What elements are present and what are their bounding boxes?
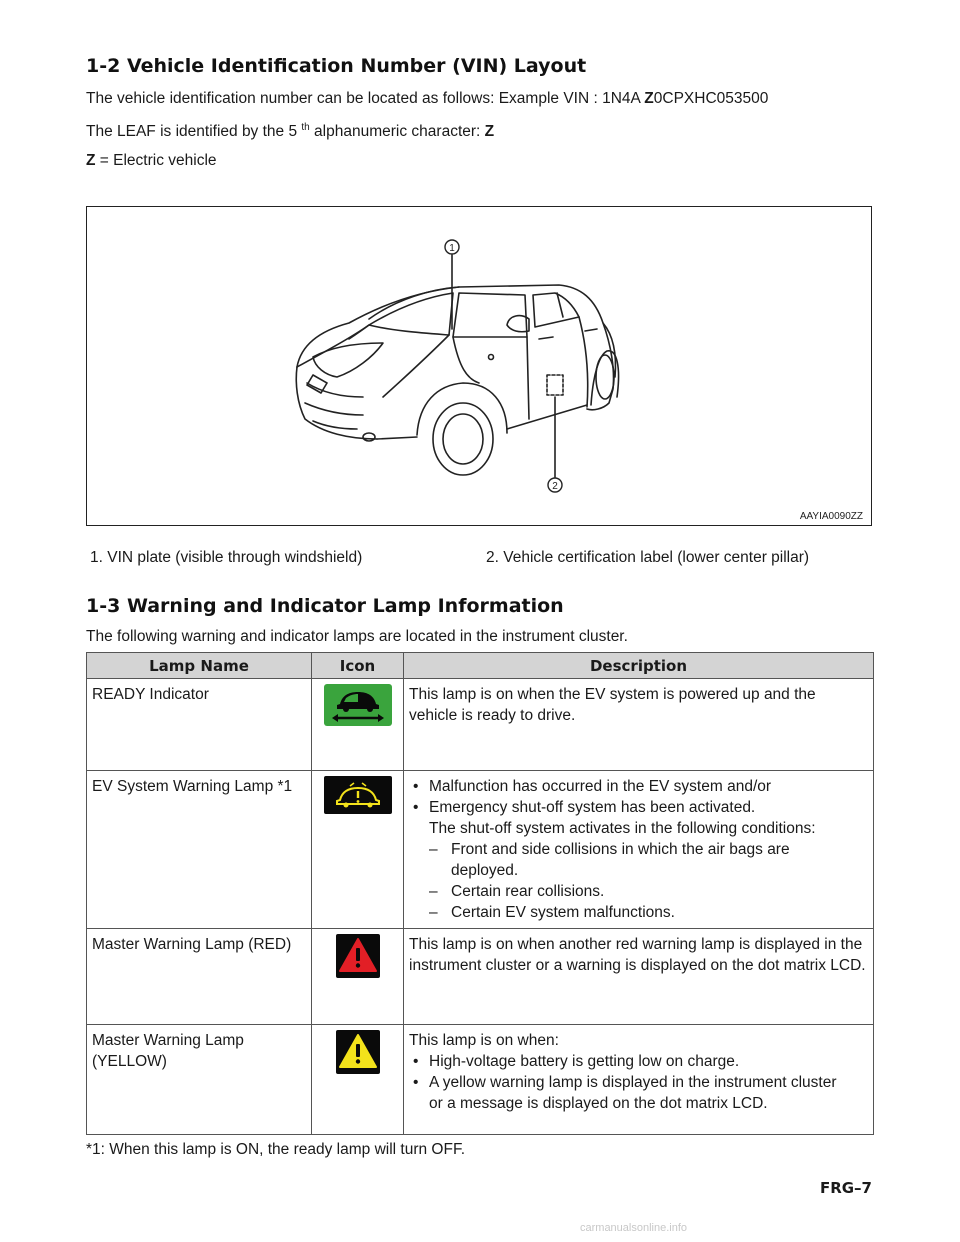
lamp-name: EV System Warning Lamp *1 <box>87 771 312 929</box>
section-title-warning-lamps: 1-3 Warning and Indicator Lamp Information <box>86 595 564 617</box>
car-line-drawing <box>87 207 873 527</box>
caption-certification-label: 2. Vehicle certification label (lower center pillar) <box>486 549 810 566</box>
section-title-vin-layout: 1-2 Vehicle Identification Number (VIN) Layout <box>86 55 587 77</box>
lamp-description <box>404 1025 874 1135</box>
figure-code: AAYIA0090ZZ <box>799 511 863 522</box>
table-row <box>87 1025 874 1135</box>
warning-lamp-table <box>86 652 874 1135</box>
vin-location-figure <box>86 206 872 526</box>
list-item-continuation: The shut-off system activates in the following conditions: <box>429 820 816 837</box>
electric-vehicle-line: Z = Electric vehicle <box>86 152 217 169</box>
table-row <box>87 771 874 929</box>
leaf-identifier-line: The LEAF is identified by the 5 $^{th}$ alphanumeric character: Z <box>86 122 495 141</box>
list-item-continuation: or a message is displayed on the dot matrix LCD. <box>429 1095 768 1112</box>
header-icon: Icon <box>312 653 404 679</box>
yellow-warning-conditions-list <box>409 1051 868 1093</box>
list-item: • High-voltage battery is getting low on charge. <box>409 1051 868 1072</box>
watermark: carmanualsonline.info <box>580 1222 688 1234</box>
list-item: • Emergency shut-off system has been activated. <box>409 797 868 818</box>
caption-vin-plate: 1. VIN plate (visible through windshield) <box>90 549 363 566</box>
lamp-name: Master Warning Lamp (YELLOW) <box>87 1025 312 1135</box>
list-item: • A yellow warning lamp is displayed in the instrument cluster <box>409 1072 868 1093</box>
lamp-name: Master Warning Lamp (RED) <box>87 929 312 1025</box>
lamp-description: This lamp is on when the EV system is powered up and the vehicle is ready to drive. <box>404 679 874 771</box>
dash-item: – Front and side collisions in which the air bags are <box>429 841 790 858</box>
lamp-name: READY Indicator <box>87 679 312 771</box>
vin-example-line: The vehicle identification number can be located as follows: Example VIN : 1N4A Z0CPXHC053500 <box>86 90 769 107</box>
footnote: *1: When this lamp is ON, the ready lamp will turn OFF. <box>86 1141 466 1158</box>
red-warning-triangle-icon <box>336 934 380 978</box>
table-header-row <box>87 653 874 679</box>
callout-1-label: 1 <box>449 243 455 254</box>
list-item: • Malfunction has occurred in the EV system and/or <box>409 776 868 797</box>
dash-item: – Certain rear collisions. <box>429 883 605 900</box>
dash-item-continuation: deployed. <box>451 862 519 879</box>
page-number: FRG–7 <box>819 1179 872 1197</box>
callout-2-label: 2 <box>552 481 558 492</box>
ready-car-icon <box>324 684 392 726</box>
header-lamp-name: Lamp Name <box>87 653 312 679</box>
header-description: Description <box>404 653 874 679</box>
dash-item: – Certain EV system malfunctions. <box>429 904 675 921</box>
table-row <box>87 929 874 1025</box>
yellow-warning-triangle-icon <box>336 1030 380 1074</box>
warning-lamps-intro: The following warning and indicator lamps are located in the instrument cluster. <box>86 628 628 645</box>
ev-system-warning-icon <box>324 776 392 814</box>
lamp-description: This lamp is on when another red warning lamp is displayed in the instrument cluster or a warning is displayed on the dot matrix LCD. <box>404 929 874 1025</box>
lamp-description <box>404 771 874 929</box>
table-row <box>87 679 874 771</box>
ev-warning-conditions-list <box>409 776 868 818</box>
description-intro: This lamp is on when: <box>409 1032 559 1049</box>
